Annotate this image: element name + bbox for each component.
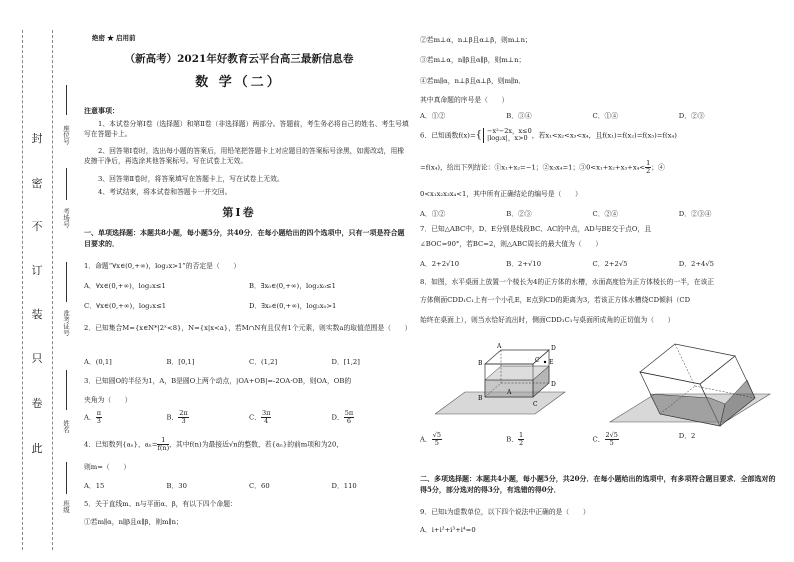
option-b: B．[0,1] [166, 358, 195, 366]
option-b: B．30 [166, 482, 187, 490]
option-b: B．②③ [506, 210, 532, 218]
option-c: C． $\frac{2√5}{5}$ [592, 431, 618, 448]
option-c: C． $\frac{3\pi}{4}$ [249, 409, 271, 426]
option-d: D．2 [678, 432, 696, 440]
section-2-heading: 二、多项选择题：本题共4小题，每小题5分，共20分．在每小题给出的选项中，有多项符合题目要求．全部选对的得5分，部分选对的得3分，有选错的得0分． [420, 474, 776, 494]
question-6-options [420, 210, 765, 219]
question-8-stem: 8．如图，水平桌面上放置一个棱长为4的正方体的水槽，水面高度恰为正方体棱长的一半，在该正 [420, 278, 715, 286]
question-8-stem-cont: 方体侧面CDD₁C₁上有一个小孔E，E点到CD的距离为3，若该正方体水槽绕CD倾斜（CD [420, 296, 691, 304]
option-c: C．2+2√5 [592, 260, 628, 268]
question-4-stem-cont: 则m=（ ） [84, 463, 131, 471]
option-d: D．2+4√5 [678, 260, 714, 268]
option-d: D．②③④ [678, 210, 712, 218]
option-d: D．110 [331, 482, 357, 490]
exam-room-label: 考场号 [62, 208, 70, 228]
question-4-stem: 4．已知数列{aₙ}，aₙ= $\frac{1}{f(n)}$ ，其中f(n)为最接近√n的整数，若{aₙ}的前m项和为20， [84, 436, 344, 453]
seat-number-label: 座位号 [62, 125, 70, 145]
question-5-item: ④若m∥α，n⊥β且α⊥β，则m∥n． [420, 77, 526, 85]
fill-line [66, 168, 67, 200]
binding-char: 卷 [31, 397, 43, 410]
option-c: C．②④ [592, 210, 619, 218]
option-a: A．15 [84, 482, 105, 490]
option-b: B． $\frac{1}{2}$ [506, 431, 524, 448]
binding-char: 订 [31, 264, 43, 277]
subject-title: 数 学（二） [195, 75, 283, 90]
volume-title: 第Ⅰ卷 [222, 206, 256, 219]
notice-item: 2、回答第Ⅰ卷时，选出每小题的答案后，用铅笔把答题卡上对应题目的答案标号涂黑，如需改动，用橡皮擦干净后，再选涂其他答案标号。写在试卷上无效。 [84, 147, 405, 166]
option-a: A． $\frac{\pi}{3}$ [84, 409, 101, 426]
option-c: C．(1,2] [249, 358, 278, 366]
option-c: C．∀x∈(0,+∞)，log₂x≤1 [84, 302, 167, 310]
label-d1: D [551, 345, 556, 352]
question-2-options [84, 358, 414, 367]
binding-char: 此 [31, 442, 43, 455]
label-a: A [507, 389, 512, 396]
question-9-stem: 9．已知i为虚数单位，以下四个说法中正确的是（ ） [420, 508, 590, 516]
question-1-options-row1 [84, 282, 414, 291]
notice-item: 1、本试卷分第Ⅰ卷（选择题）和第Ⅱ卷（非选择题）两部分。答题前，考生务必将自己的姓名、考生号填写在答题卡上。 [84, 120, 409, 139]
fold-line [22, 30, 23, 550]
option-d: D．∃x₀∈(0,+∞)，log₂x₀>1 [249, 302, 337, 310]
question-7-stem-cont: ∠BOC=90°，若BC=2，则△ABC周长的最大值为（ ） [420, 240, 603, 248]
class-label: 班级 [62, 500, 70, 513]
question-5-item: ③若m⊥α，n∥β且α∥β，则m⊥n； [420, 56, 526, 64]
label-c: C [533, 401, 538, 408]
option-c: C．60 [249, 482, 270, 490]
name-label: 姓名 [62, 420, 70, 433]
option-c: C．①④ [592, 112, 619, 120]
question-5-item: ②若m⊥α，n⊥β且α⊥β，则m⊥n； [420, 36, 532, 44]
label-a1: A [497, 343, 502, 350]
section-heading: 一、单项选择题：本题共8小题，每小题5分，共40分．在每小题给出的四个选项中，只有一项是符合题目要求的． [84, 228, 405, 248]
question-2-stem: 2．已知集合M={x∈N*|2ˣ<8}，N={x|x<a}，若M∩N有且仅有1个元素，则实数a的取值范围是（ ） [84, 324, 412, 332]
binding-char: 不 [31, 220, 43, 233]
question-1-stem: 1．命题“∀x∈(0,+∞)，log₂x>1”的否定是（ ） [84, 262, 241, 270]
right-column [420, 0, 785, 562]
question-6-stem: 6．已知函数f(x)={ −x²−2x，x≤0 |log₂x|，x>0 ，若x₁<x₂<x₃<x₄，且f(x₁)=f(x₂)=f(x₃)=f(x₄) [420, 127, 677, 143]
option-d: D． $\frac{5\pi}{6}$ [331, 409, 354, 426]
question-7-stem: 7．已知△ABC中，D、E分别是线段BC、AC的中点，AD与BE交于点O，且 [420, 225, 652, 233]
fill-line [66, 262, 67, 302]
question-4-options [84, 482, 414, 491]
admission-number-label: 准考证号 [62, 310, 70, 336]
option-d: D．②③ [678, 112, 705, 120]
question-9-option-a: A．i+i²+i³+i⁴=0 [420, 526, 476, 534]
notice-item: 4、考试结束，将本试卷和答题卡一并交回。 [98, 188, 232, 196]
question-3-stem: 3．已知圆O的半径为1，A，B是圆O上两个动点，|OA+OB|=-2OA·OB，则OA，OB的 [84, 377, 352, 385]
left-column [84, 0, 414, 562]
question-3-stem-cont: 夹角为（ ） [84, 396, 132, 404]
option-a: A． $\frac{√5}{5}$ [420, 431, 441, 448]
label-c1: C [535, 357, 540, 364]
question-5-stem: 5．关于直线m、n与平面α、β，有以下四个命题： [84, 500, 237, 508]
exam-title: （新高考）2021年好教育云平台高三最新信息卷 [124, 53, 354, 65]
option-d: D．[1,2] [331, 358, 360, 366]
option-a: A．①② [420, 210, 446, 218]
option-a: A．①② [420, 112, 446, 120]
label-d: D [551, 381, 556, 388]
option-a: A．(0,1] [84, 358, 112, 366]
fill-line [66, 370, 67, 410]
notice-heading: 注意事项： [84, 106, 119, 115]
question-6-ask: 0<x₁x₂x₃x₄<1，其中所有正确结论的编号是（ ） [420, 190, 582, 198]
label-b: B [478, 395, 483, 402]
binding-char: 只 [31, 352, 43, 365]
option-b: B．③④ [506, 112, 532, 120]
question-3-options [84, 410, 414, 425]
label-e: E [549, 359, 554, 366]
binding-char: 封 [31, 132, 43, 145]
question-8-stem-cont: 始终在桌面上），则当水恰好流出时，侧面CDD₁C₁与桌面所成角的正切值为（ ） [420, 316, 675, 324]
question-8-options [420, 432, 765, 447]
question-5-item: ①若m∥α，n∥β且α∥β，则m∥n； [84, 518, 183, 526]
cube-water-tank-figure [435, 342, 775, 430]
question-7-options [420, 260, 765, 269]
question-5-options [420, 112, 765, 121]
option-a: A．∀x∈(0,+∞)，log₂x≤1 [84, 282, 166, 290]
question-6-conclusions: =f(x₄)，给出下列结论：①x₁+x₂=−1；②x₃x₄=1；③0<x₁+x₂+x₃+x₄< $\frac{1}{2}$ ；④ [420, 159, 665, 176]
notice-item: 3、回答第Ⅱ卷时，将答案填写在答题卡上，写在试卷上无效。 [98, 175, 284, 183]
option-b: B．∃x₀∈(0,+∞)，log₂x₀≤1 [249, 282, 336, 290]
option-b: B． $\frac{2\pi}{3}$ [166, 409, 188, 426]
fill-line [66, 85, 67, 115]
secret-label: 绝密 ★ 启用前 [92, 34, 136, 42]
binding-margin [0, 30, 78, 550]
question-5-ask: 其中真命题的序号是（ ） [420, 96, 509, 104]
label-b1: B [478, 360, 483, 367]
cut-line [52, 30, 53, 550]
fill-line [66, 462, 67, 494]
option-b: B．2+√10 [506, 260, 542, 268]
binding-char: 装 [31, 308, 43, 321]
option-a: A．2+2√10 [420, 260, 460, 268]
question-1-options-row2 [84, 302, 414, 311]
binding-char: 密 [31, 177, 43, 190]
